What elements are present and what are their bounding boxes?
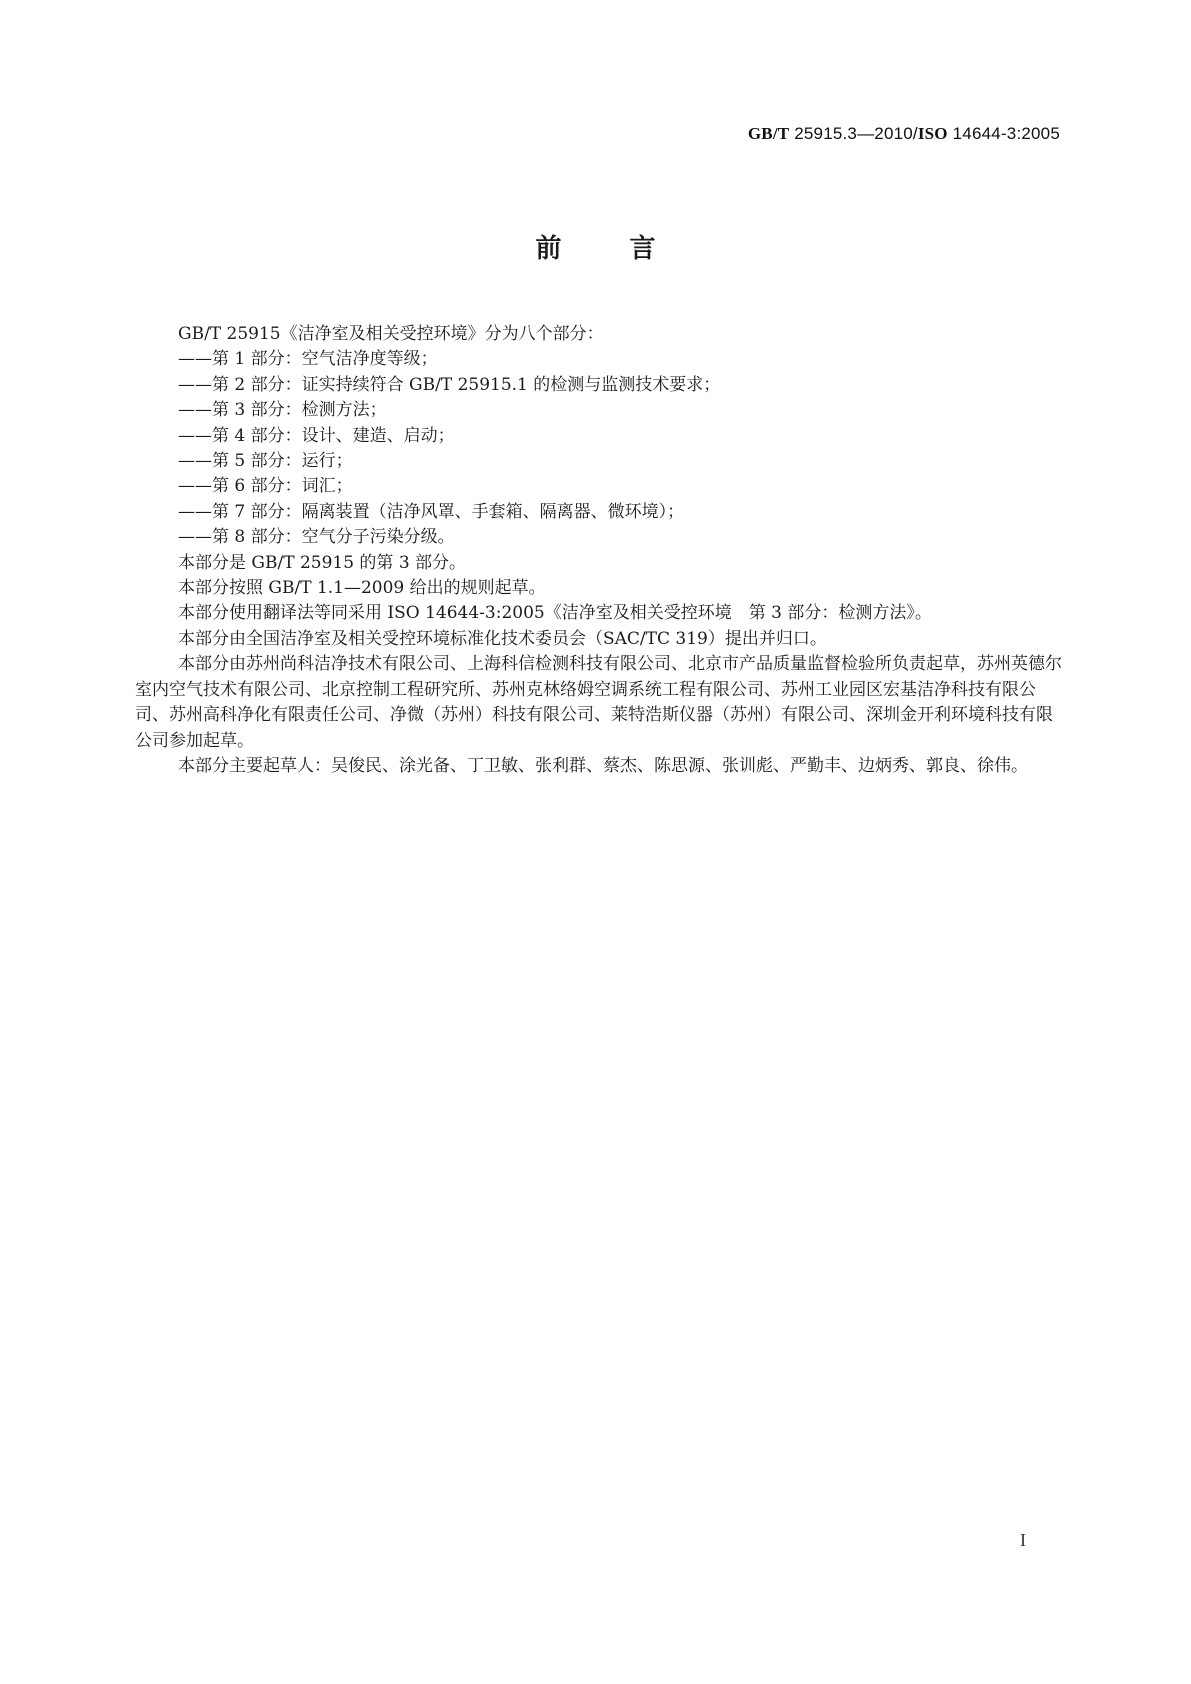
part-list-item: ——第 8 部分：空气分子污染分级。: [178, 527, 455, 548]
iso-prefix: ISO: [917, 124, 948, 143]
gbt-number: 25915.3—2010/: [789, 124, 918, 143]
title-char-2: 言: [629, 234, 656, 264]
standard-number-header: [748, 124, 1060, 144]
part-list-item: ——第 3 部分：检测方法；: [178, 400, 387, 421]
page-title: [0, 228, 1191, 265]
page-number: I: [1020, 1530, 1026, 1550]
part-list-item: ——第 7 部分：隔离装置（洁净风罩、手套箱、隔离器、微环境）；: [178, 501, 685, 522]
part-list-item: ——第 4 部分：设计、建造、启动；: [178, 425, 455, 446]
title-char-1: 前: [535, 234, 562, 264]
part-list-item: ——第 6 部分：词汇；: [178, 476, 353, 497]
paragraph-drafting-rules: 本部分按照 GB/T 1.1—2009 给出的规则起草。: [178, 578, 546, 599]
paragraph-adoption: 本部分使用翻译法等同采用 ISO 14644-3:2005《洁净室及相关受控环境 第 3 部分：检测方法》。: [178, 603, 932, 624]
part-list-item: ——第 5 部分：运行；: [178, 451, 353, 472]
paragraph-drafting-organizations: 本部分由苏州尚科洁净技术有限公司、上海科信检测科技有限公司、北京市产品质量监督检验所负责起草，苏州英德尔室内空气技术有限公司、北京控制工程研究所、苏州克林络姆空调系统工程有限公司、苏州工业园区宏基洁净科技有限公司、苏州高科净化有限责任公司、净微（苏州）科技有限公司、莱特浩斯仪器（苏州）有限公司、深圳金开利环境科技有限公司参加起草。: [135, 654, 1062, 751]
gbt-prefix: GB/T: [747, 124, 790, 143]
paragraph-part-statement: 本部分是 GB/T 25915 的第 3 部分。: [178, 552, 467, 573]
paragraph-committee: 本部分由全国洁净室及相关受控环境标准化技术委员会（SAC/TC 319）提出并归口。: [178, 628, 827, 649]
part-list-item: ——第 1 部分：空气洁净度等级；: [178, 349, 438, 370]
part-list-item: ——第 2 部分：证实持续符合 GB/T 25915.1 的检测与监测技术要求；: [178, 374, 721, 395]
paragraph-drafters: 本部分主要起草人：吴俊民、涂光备、丁卫敏、张利群、蔡杰、陈思源、张训彪、严勤丰、边炳秀、郭良、徐伟。: [178, 755, 1028, 776]
iso-number: 14644-3:2005: [947, 124, 1060, 143]
intro-paragraph: GB/T 25915《洁净室及相关受控环境》分为八个部分：: [178, 324, 604, 344]
foreword-body: [135, 322, 1067, 779]
